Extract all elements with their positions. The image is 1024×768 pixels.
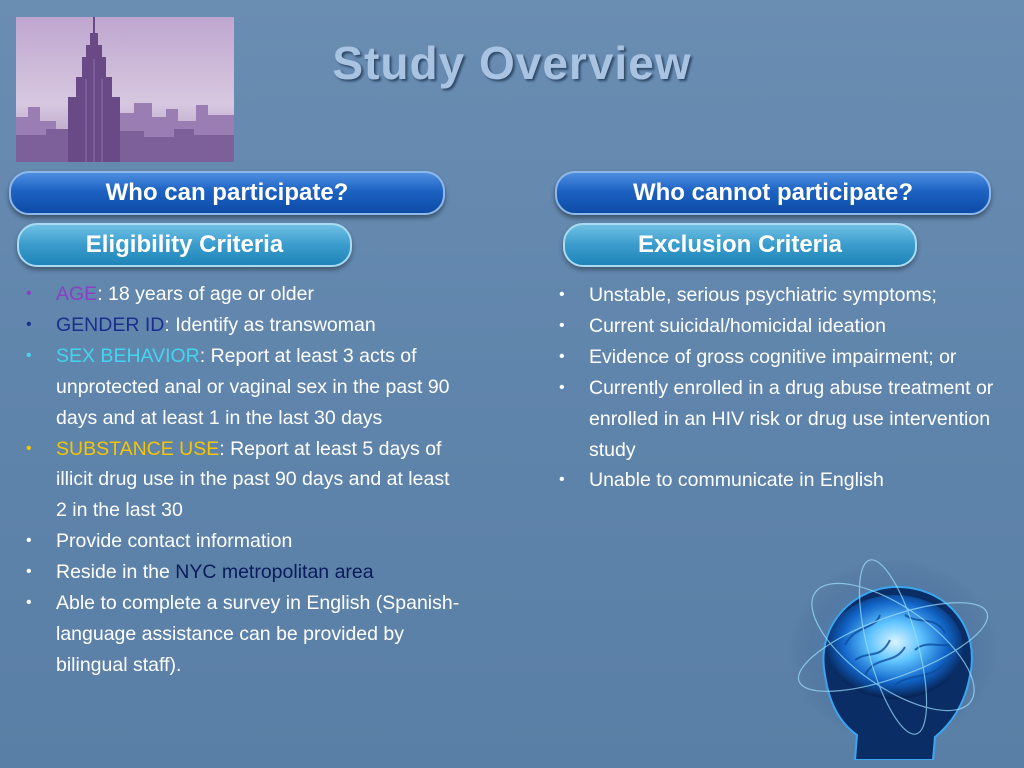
bullet-marker: • — [26, 285, 32, 302]
gender-id-text: : Identify as transwoman — [164, 313, 376, 336]
list-item — [555, 373, 995, 466]
list-item — [22, 526, 462, 557]
who-can-participate-banner: Who can participate? — [9, 171, 445, 215]
eligibility-list — [22, 279, 462, 681]
bullet-marker: • — [559, 316, 565, 334]
exclusion-item: Unable to communicate in English — [589, 469, 884, 492]
list-item — [555, 342, 995, 373]
bullet-marker: • — [26, 346, 32, 364]
bullet-marker: • — [26, 563, 32, 581]
list-item — [555, 280, 995, 311]
bullet-marker: • — [26, 315, 32, 333]
exclusion-item: Unstable, serious psychiatric symptoms; — [589, 284, 937, 306]
exclusion-item: Currently enrolled in a drug abuse treatment or enrolled in an HIV risk or drug use intervention study — [589, 376, 994, 461]
age-text: : 18 years of age or older — [97, 283, 314, 305]
bullet-marker: • — [559, 378, 565, 396]
bullet-marker: • — [26, 532, 32, 550]
bullet-marker: • — [559, 286, 565, 303]
bullet-marker: • — [559, 347, 565, 365]
list-item — [555, 465, 995, 496]
bullet-marker: • — [26, 439, 32, 457]
list-item — [22, 557, 462, 588]
bullet-marker: • — [26, 594, 32, 612]
age-label: AGE — [56, 283, 98, 305]
list-item — [22, 279, 462, 310]
gender-id-label: GENDER ID — [56, 313, 165, 336]
bullet-marker: • — [559, 471, 565, 489]
list-item — [22, 588, 462, 681]
list-item — [22, 310, 462, 341]
sex-behavior-text: : Report at least 3 acts of unprotected anal or vaginal sex in the past 90 days and at least 1 in the last 30 days — [56, 344, 450, 429]
sex-behavior-label: SEX BEHAVIOR — [56, 344, 200, 367]
substance-use-label: SUBSTANCE USE — [56, 437, 220, 460]
nyc-area-highlight: NYC metropolitan area — [175, 561, 374, 584]
contact-info-text: Provide contact information — [56, 530, 293, 553]
survey-english-text: Able to complete a survey in English (Spanish-language assistance can be provided by bilingual staff). — [56, 592, 460, 676]
list-item — [22, 341, 462, 434]
who-cannot-participate-banner: Who cannot participate? — [555, 171, 991, 215]
list-item — [555, 311, 995, 342]
list-item — [22, 434, 462, 527]
exclusion-list — [555, 280, 995, 496]
exclusion-criteria-heading: Exclusion Criteria — [563, 223, 917, 267]
exclusion-item: Current suicidal/homicidal ideation — [589, 314, 886, 337]
exclusion-item: Evidence of gross cognitive impairment; or — [589, 345, 957, 368]
reside-text: Reside in the — [56, 561, 176, 584]
substance-use-text: : Report at least 5 days of illicit drug use in the past 90 days and at least 2 in the last 30 — [56, 437, 450, 522]
page-title: Study Overview — [332, 37, 692, 89]
glowing-brain-image — [785, 555, 1000, 760]
eligibility-criteria-heading: Eligibility Criteria — [17, 223, 352, 267]
